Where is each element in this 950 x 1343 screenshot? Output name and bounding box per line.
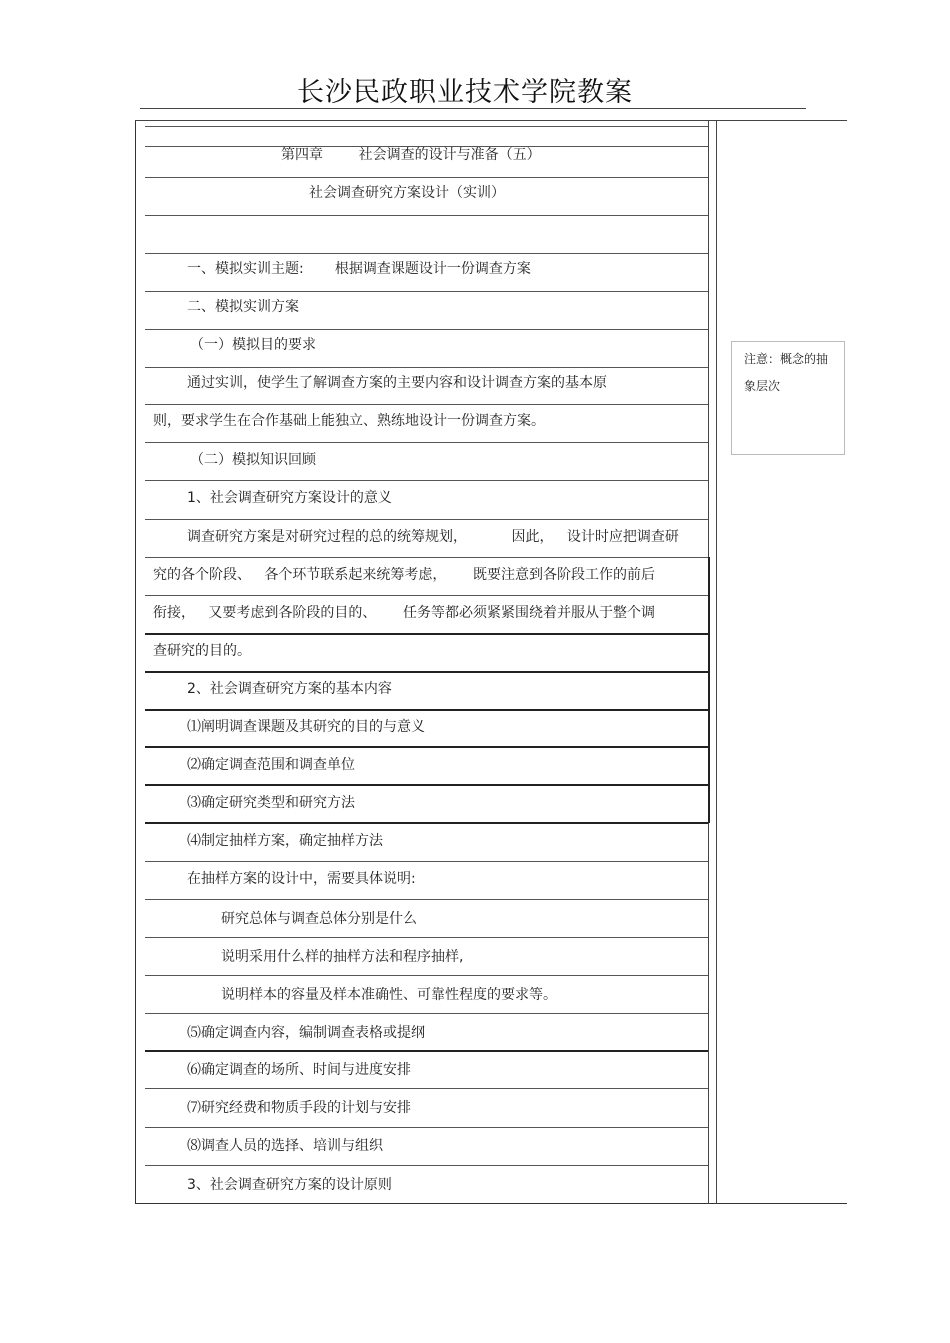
- margin-note-text: 注意：概念的抽象层次: [744, 352, 829, 393]
- row-rule: [145, 519, 708, 520]
- text-line: ⑶确定研究类型和研究方法: [187, 795, 355, 811]
- row-rule: [145, 861, 708, 862]
- row-rule: [145, 746, 708, 748]
- title-underline: [140, 108, 806, 109]
- row-rule: [145, 822, 708, 824]
- row-rule: [145, 899, 708, 900]
- row-rule: [145, 480, 708, 481]
- text-line: 查研究的目的。: [153, 643, 251, 659]
- text-line: 研究总体与调查总体分别是什么: [221, 911, 417, 927]
- row-rule: [145, 404, 708, 405]
- chapter-heading: 第四章 社会调查的设计与准备（五）: [281, 147, 541, 163]
- text-line: （一）模拟目的要求: [190, 337, 316, 353]
- cell-edge: [708, 557, 710, 673]
- text-line: 究的各个阶段、 各个环节联系起来统筹考虑， 既要注意到各阶段工作的前后: [153, 567, 656, 583]
- row-rule: [145, 633, 708, 635]
- text-line: ⑺研究经费和物质手段的计划与安排: [187, 1100, 411, 1116]
- text-line: 一、模拟实训主题: 根据调查课题设计一份调查方案: [187, 261, 531, 277]
- text-line: 3、社会调查研究方案的设计原则: [187, 1177, 392, 1193]
- text-line: ⑷制定抽样方案，确定抽样方法: [187, 833, 383, 849]
- row-rule: [145, 1127, 708, 1128]
- text-line: 则，要求学生在合作基础上能独立、熟练地设计一份调查方案。: [153, 413, 545, 429]
- row-rule: [145, 937, 708, 938]
- row-rule: [145, 329, 708, 330]
- text-line: 说明样本的容量及样本准确性、可靠性程度的要求等。: [221, 987, 557, 1003]
- text-line: ⑵确定调查范围和调查单位: [187, 757, 355, 773]
- text-line: 衔接， 又要考虑到各阶段的目的、 任务等都必须紧紧围绕着并服从于整个调: [153, 605, 656, 621]
- row-rule: [145, 595, 708, 596]
- text-line: （二）模拟知识回顾: [190, 452, 316, 468]
- table-frame-top: [135, 120, 847, 121]
- text-line: 1、社会调查研究方案设计的意义: [187, 490, 392, 506]
- text-line: ⑴阐明调查课题及其研究的目的与意义: [187, 719, 425, 735]
- row-rule: [145, 291, 708, 292]
- row-rule: [145, 126, 708, 127]
- column-divider: [716, 120, 717, 1204]
- row-rule: [145, 557, 708, 558]
- row-rule: [145, 671, 708, 673]
- page-title: 长沙民政职业技术学院教案: [297, 77, 633, 108]
- text-line: ⑻调查人员的选择、培训与组织: [187, 1138, 383, 1154]
- table-frame-bottom: [135, 1203, 847, 1204]
- row-rule: [145, 709, 708, 711]
- text-line: 调查研究方案是对研究过程的总的统筹规划， 因此， 设计时应把调查研: [187, 529, 679, 545]
- row-rule: [145, 442, 708, 443]
- text-line: 通过实训，使学生了解调查方案的主要内容和设计调查方案的基本原: [187, 375, 607, 391]
- text-line: 2、社会调查研究方案的基本内容: [187, 681, 392, 697]
- text-line: ⑸确定调查内容，编制调查表格或提纲: [187, 1025, 425, 1041]
- row-rule: [145, 975, 708, 976]
- row-rule: [145, 784, 708, 786]
- row-rule: [145, 1013, 708, 1014]
- row-rule: [145, 367, 708, 368]
- row-rule: [145, 177, 708, 178]
- row-rule: [145, 253, 708, 254]
- text-line: 说明采用什么样的抽样方法和程序抽样,: [221, 949, 464, 965]
- text-line: 在抽样方案的设计中，需要具体说明:: [187, 871, 416, 887]
- section-heading: 社会调查研究方案设计（实训）: [309, 185, 505, 201]
- row-rule: [145, 215, 708, 216]
- table-frame-left: [135, 120, 136, 1204]
- cell-edge: [708, 671, 710, 823]
- text-line: 二、模拟实训方案: [187, 299, 299, 315]
- row-rule: [145, 1050, 708, 1052]
- row-rule: [145, 1088, 708, 1089]
- row-rule: [145, 1165, 708, 1166]
- text-line: ⑹确定调查的场所、时间与进度安排: [187, 1062, 411, 1078]
